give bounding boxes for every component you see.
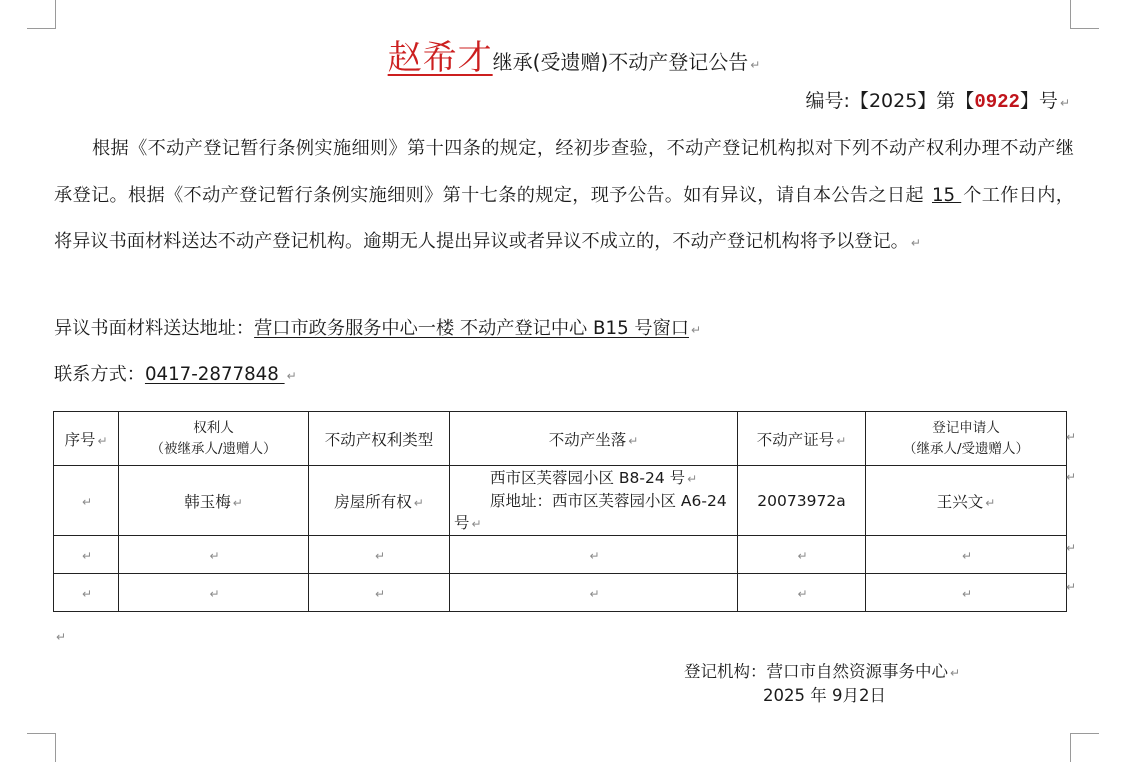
contact-label: 联系方式：: [54, 364, 145, 385]
paragraph-mark-icon: ↵: [56, 630, 67, 644]
page-corner-mark-top-right: [1070, 0, 1099, 29]
header-applicant: 登记申请人 （继承人/受遗赠人）: [866, 412, 1067, 466]
empty-cell: ↵: [54, 574, 119, 612]
empty-cell: ↵: [119, 574, 309, 612]
row-end-mark-icon: ↵: [1066, 541, 1077, 555]
header-right-type: 不动产权利类型: [309, 412, 450, 466]
contact-phone: 0417-2877848: [144, 364, 285, 385]
page-corner-mark-bottom-left: [27, 733, 56, 762]
org-label: 登记机构：: [684, 662, 767, 681]
org-name: 营口市自然资源事务中心: [766, 662, 948, 681]
empty-cell: ↵: [738, 574, 866, 612]
objection-address: [54, 314, 701, 340]
empty-cell: ↵: [119, 536, 309, 574]
title-text: 继承(受遗赠)不动产登记公告: [492, 50, 749, 74]
row-end-mark-icon: ↵: [1066, 430, 1077, 444]
header-location: 不动产坐落 ↵: [450, 412, 738, 466]
notice-number: [806, 86, 1070, 113]
number-prefix: 编号:【: [805, 90, 869, 112]
number-year: 2025: [868, 90, 918, 112]
empty-cell: ↵: [450, 536, 738, 574]
paragraph-mark-icon: ↵: [910, 236, 921, 250]
registration-table: [53, 411, 1067, 612]
number-suffix: 】号: [1019, 90, 1058, 112]
cell-holder: 韩玉梅 ↵: [119, 466, 309, 536]
header-holder: 权利人 （被继承人/遗赠人）: [119, 412, 309, 466]
page-corner-mark-top-left: [27, 0, 56, 29]
objection-days: 15: [931, 184, 962, 206]
empty-cell: ↵: [309, 536, 450, 574]
row-end-mark-icon: ↵: [1066, 580, 1077, 594]
table-row: [54, 536, 1067, 574]
empty-cell: ↵: [738, 536, 866, 574]
notice-body: [54, 126, 1074, 267]
empty-cell: ↵: [309, 574, 450, 612]
page-corner-mark-bottom-right: [1070, 733, 1099, 762]
number-middle: 】第【: [917, 90, 975, 112]
cell-right-type: 房屋所有权 ↵: [309, 466, 450, 536]
paragraph-mark-icon: ↵: [690, 323, 702, 337]
cell-applicant: 王兴文 ↵: [866, 466, 1067, 536]
address-value: 营口市政务服务中心一楼 不动产登记中心 B15 号窗口: [254, 318, 689, 339]
number-serial: 0922: [974, 91, 1020, 113]
address-label: 异议书面材料送达地址：: [54, 318, 255, 339]
empty-cell: ↵: [866, 536, 1067, 574]
row-end-mark-icon: ↵: [1066, 470, 1077, 484]
paragraph-mark-icon: ↵: [950, 666, 961, 680]
header-seq: 序号 ↵: [54, 412, 119, 466]
notice-date: 2025 年 9月2日: [763, 686, 886, 705]
cell-seq: ↵: [54, 466, 119, 536]
paragraph-mark-icon: ↵: [286, 369, 297, 383]
empty-cell: ↵: [866, 574, 1067, 612]
contact-info: [54, 360, 297, 386]
empty-cell: ↵: [450, 574, 738, 612]
title-person-name: 赵希才: [387, 38, 493, 78]
table-row: [54, 466, 1067, 536]
paragraph-mark-icon: ↵: [1059, 96, 1070, 110]
cell-location: 西市区芙蓉园小区 B8-24 号 ↵ 原地址：西市区芙蓉园小区 A6-24 号 ↵: [450, 466, 738, 536]
table-row: [54, 574, 1067, 612]
empty-cell: ↵: [54, 536, 119, 574]
notice-title: [0, 30, 1148, 79]
cell-cert: 20073972a: [738, 466, 866, 536]
body-text-part2: 个工作日内，将异议书面材料送达不动产登记机构。逾期无人提出异议或者异议不成立的，不动产登记机构将予以登记。: [54, 184, 1074, 252]
header-cert: 不动产证号 ↵: [738, 412, 866, 466]
paragraph-mark-icon: ↵: [750, 58, 761, 72]
table-header-row: [54, 412, 1067, 466]
body-text-part1: 根据《不动产登记暂行条例实施细则》第十四条的规定，经初步查验，不动产登记机构拟对下列不动产权利办理不动产继承登记。根据《不动产登记暂行条例实施细则》第十七条的规定，现予公告。如有异议，请自本公告之日起: [54, 138, 1074, 206]
registration-authority: [684, 658, 960, 682]
